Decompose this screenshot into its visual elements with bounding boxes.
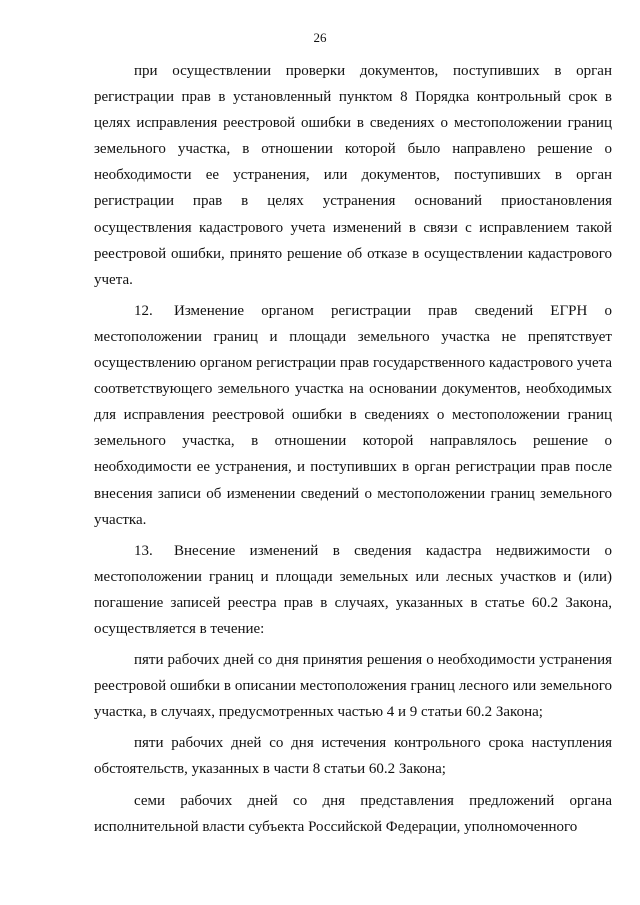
list-item-seven-days: семи рабочих дней со дня представления предложений органа исполнительной власти субъекта Российской Федерации, уполномоченного bbox=[94, 792, 612, 835]
document-body bbox=[94, 58, 612, 840]
paragraph-number: 13. bbox=[134, 542, 153, 559]
paragraph-text: Внесение изменений в сведения кадастра недвижимости о местоположении границ и площади земельных или лесных участков и (или) погашение записей реестра прав в случаях, указанных в статье 60.2 Закона, осуществляется в течение: bbox=[94, 542, 612, 637]
paragraph-12 bbox=[94, 298, 612, 533]
list-item-five-days-deadline: пяти рабочих дней со дня истечения контрольного срока наступления обстоятельств, указанных в части 8 статьи 60.2 Закона; bbox=[94, 735, 612, 778]
page-number: 26 bbox=[313, 30, 327, 45]
paragraph-text: Изменение органом регистрации прав сведений ЕГРН о местоположении границ и площади земельного участка не препятствует осуществлению органом регистрации прав государственного кадастрового учета соответствующего земельного участка на основании документов, необходимых для исправления реестровой ошибки в сведениях о местоположении границ земельного участка, в отношении которой направлялось решение о необходимости ее устранения, и поступивших в орган регистрации прав после внесения записи об изменении сведений о местоположении границ земельного участка. bbox=[94, 302, 612, 528]
list-item-five-days-decision: пяти рабочих дней со дня принятия решения о необходимости устранения реестровой ошибки в описании местоположения границ лесного или земельного участка, в случаях, предусмотренных частью 4 и 9 статьи 60.2 Закона; bbox=[94, 652, 612, 721]
paragraph-number: 12. bbox=[134, 302, 153, 319]
paragraph-13 bbox=[94, 538, 612, 642]
paragraph-continuation: при осуществлении проверки документов, поступивших в орган регистрации прав в установленный пунктом 8 Порядка контрольный срок в целях исправления реестровой ошибки в сведениях о местоположении границ земельного участка, в отношении которой было направлено решение о необходимости ее устранения, или документов, поступивших в орган регистрации прав в целях устранения оснований приостановления осуществления кадастрового учета изменений в связи с исправлением такой реестровой ошибки, принято решение об отказе в осуществлении кадастрового учета. bbox=[94, 63, 612, 288]
